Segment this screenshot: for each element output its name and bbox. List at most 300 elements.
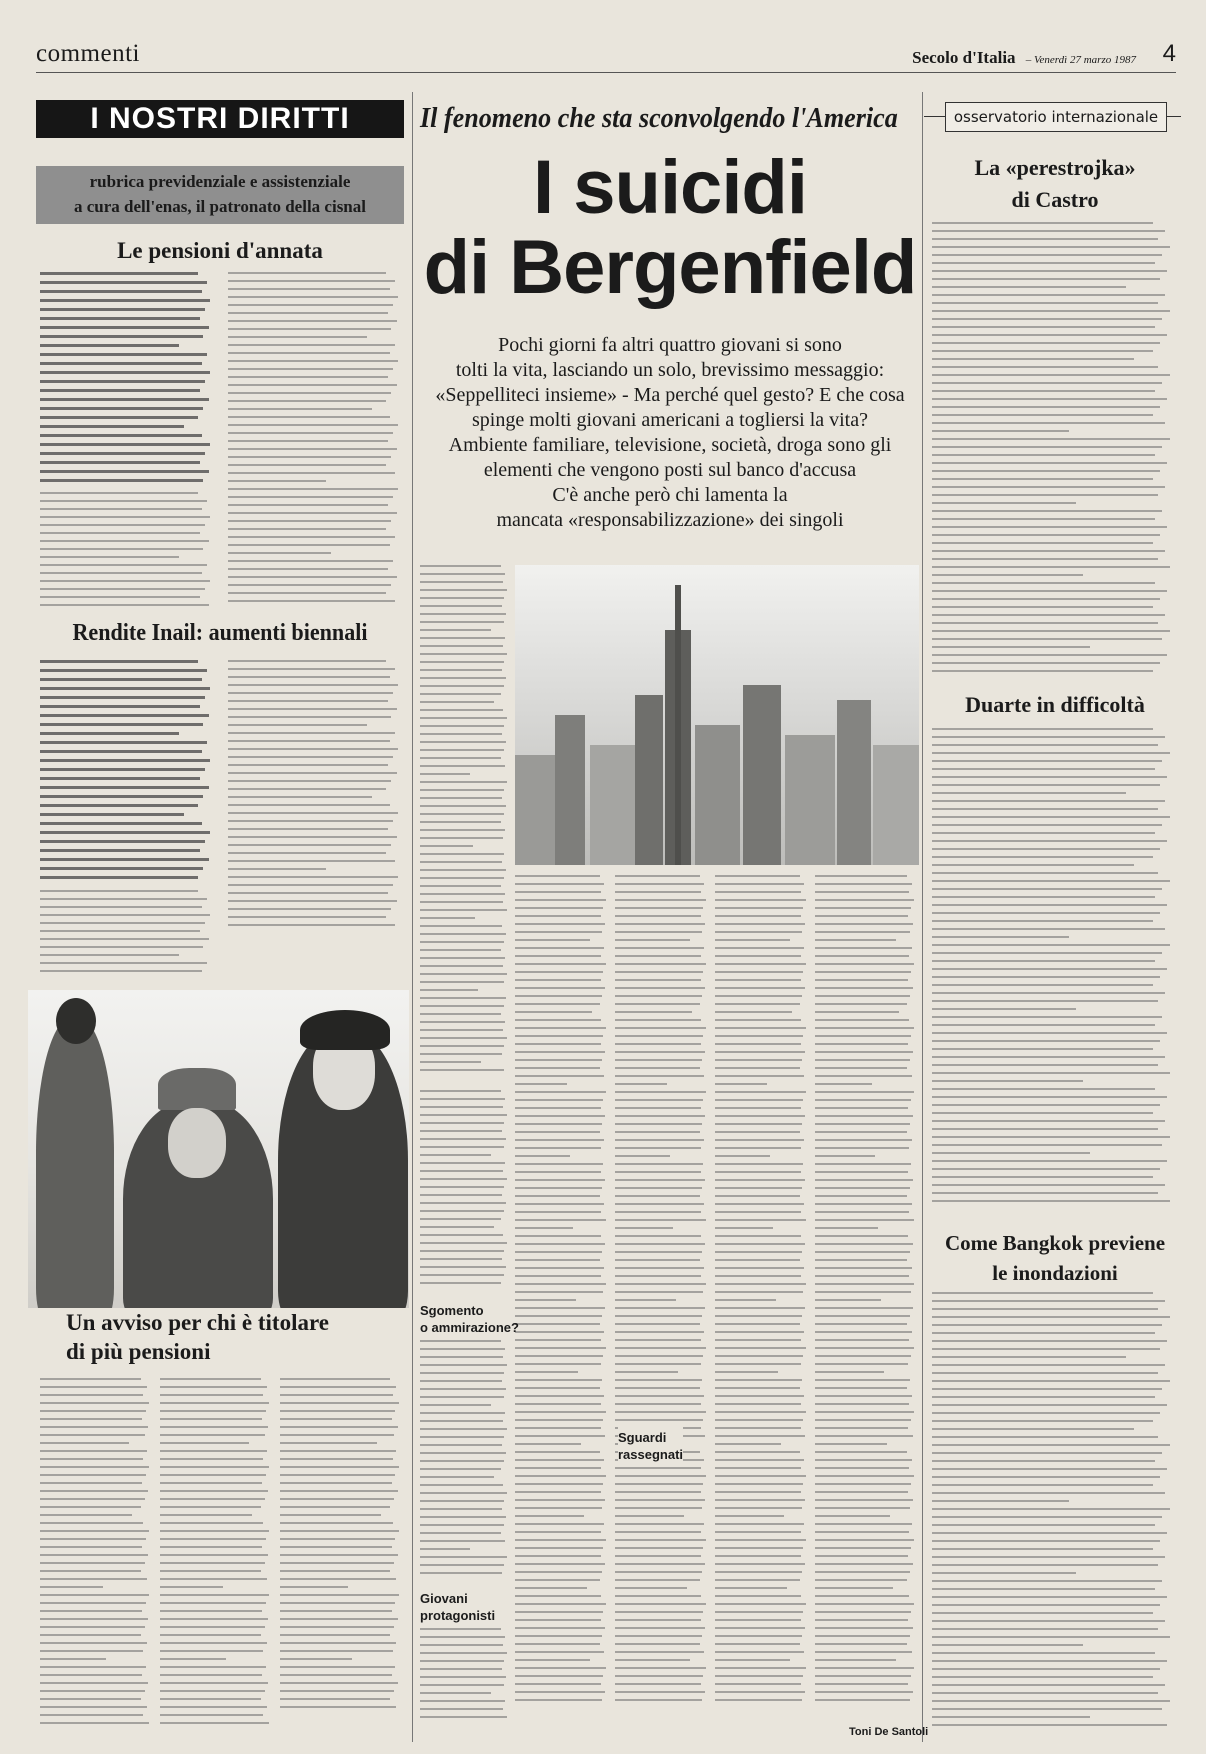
article-pensioni-reply	[40, 492, 212, 612]
text-line	[932, 1724, 1167, 1726]
text-line	[515, 955, 601, 957]
text-line	[932, 374, 1170, 376]
text-line	[515, 1371, 578, 1373]
text-line	[40, 1442, 129, 1444]
text-line	[715, 923, 805, 925]
text-line	[715, 1171, 801, 1173]
text-line	[40, 1490, 148, 1492]
text-line	[515, 1051, 605, 1053]
text-line	[40, 890, 198, 892]
text-line	[932, 1716, 1090, 1718]
text-line	[615, 1051, 705, 1053]
text-line	[615, 883, 704, 885]
text-line	[932, 1412, 1160, 1414]
text-line	[815, 1683, 908, 1685]
text-line	[932, 904, 1167, 906]
text-line	[420, 749, 504, 751]
text-line	[715, 1067, 800, 1069]
text-line	[932, 1372, 1158, 1374]
text-line	[815, 971, 911, 973]
text-line	[160, 1538, 266, 1540]
text-line	[932, 1460, 1155, 1462]
text-line	[615, 1491, 701, 1493]
text-line	[228, 828, 388, 830]
text-line	[615, 1547, 703, 1549]
text-line	[420, 613, 506, 615]
text-line	[815, 1035, 911, 1037]
text-line	[932, 1388, 1162, 1390]
text-line	[715, 939, 790, 941]
text-line	[228, 860, 395, 862]
text-line	[715, 1019, 801, 1021]
text-line	[715, 1403, 801, 1405]
text-line	[932, 1596, 1167, 1598]
text-line	[228, 512, 397, 514]
text-line	[932, 1128, 1158, 1130]
text-line	[228, 796, 372, 798]
text-line	[932, 566, 1170, 568]
rubric-subtitle-line: rubrica previdenziale e assistenziale	[89, 172, 351, 191]
main-headline-line: di Bergenfield	[423, 225, 917, 310]
text-line	[715, 1107, 801, 1109]
text-line	[715, 1075, 804, 1077]
text-line	[40, 1706, 147, 1708]
text-line	[40, 1698, 141, 1700]
text-line	[420, 1564, 504, 1566]
text-line	[715, 891, 801, 893]
text-line	[40, 1394, 143, 1396]
text-line	[420, 1226, 494, 1228]
text-line	[160, 1634, 261, 1636]
article-suicidi-col1c	[420, 1340, 508, 1585]
subhead-line: rassegnati	[618, 1447, 684, 1462]
text-line	[515, 1315, 602, 1317]
text-line	[280, 1458, 393, 1460]
text-line	[615, 1531, 701, 1533]
text-line	[40, 867, 203, 870]
text-line	[715, 1227, 773, 1229]
text-line	[280, 1578, 396, 1580]
text-line	[40, 425, 184, 428]
text-line	[420, 661, 504, 663]
text-line	[228, 844, 391, 846]
text-line	[615, 1515, 684, 1517]
text-line	[932, 1024, 1155, 1026]
text-line	[228, 924, 395, 926]
text-line	[615, 1563, 705, 1565]
text-line	[932, 598, 1160, 600]
text-line	[420, 1692, 491, 1694]
text-line	[715, 1643, 800, 1645]
text-line	[160, 1378, 261, 1380]
text-line	[515, 1171, 601, 1173]
text-line	[715, 1243, 805, 1245]
text-line	[515, 947, 604, 949]
text-line	[420, 1484, 503, 1486]
text-line	[815, 1147, 909, 1149]
text-line	[932, 510, 1162, 512]
text-line	[932, 1532, 1167, 1534]
text-line	[815, 1027, 914, 1029]
text-line	[615, 1499, 705, 1501]
text-line	[280, 1602, 395, 1604]
text-line	[228, 272, 386, 274]
text-line	[420, 1460, 504, 1462]
text-line	[420, 637, 505, 639]
text-line	[932, 1348, 1160, 1350]
text-line	[420, 837, 503, 839]
text-line	[932, 880, 1170, 882]
text-line	[815, 947, 912, 949]
text-line	[515, 915, 601, 917]
text-line	[932, 848, 1160, 850]
text-line	[40, 732, 179, 735]
text-line	[160, 1466, 269, 1468]
text-line	[420, 781, 507, 783]
text-line	[615, 1011, 692, 1013]
standfirst-line: elementi che vengono posti sul banco d'accusa	[483, 459, 857, 481]
text-line	[932, 1652, 1155, 1654]
text-line	[228, 592, 386, 594]
text-line	[932, 792, 1126, 794]
text-line	[715, 1011, 792, 1013]
text-line	[40, 1666, 146, 1668]
text-line	[932, 478, 1153, 480]
text-line	[932, 326, 1155, 328]
text-line	[515, 1467, 601, 1469]
text-line	[932, 614, 1165, 616]
text-line	[228, 724, 367, 726]
text-line	[815, 1211, 909, 1213]
text-line	[815, 1235, 908, 1237]
text-line	[40, 954, 179, 956]
text-line	[932, 342, 1160, 344]
text-line	[420, 1644, 503, 1646]
text-line	[932, 286, 1126, 288]
text-line	[932, 422, 1165, 424]
text-line	[228, 788, 386, 790]
text-line	[420, 1708, 503, 1710]
text-line	[420, 1628, 501, 1630]
text-line	[515, 1571, 602, 1573]
text-line	[160, 1458, 263, 1460]
text-line	[932, 1508, 1170, 1510]
text-line	[228, 536, 395, 538]
standfirst-line: Pochi giorni fa altri quattro giovani si sono	[498, 334, 842, 356]
text-line	[420, 1053, 502, 1055]
article-pensioni-col2	[228, 272, 400, 612]
text-line	[228, 336, 367, 338]
text-line	[228, 820, 393, 822]
text-line	[932, 318, 1162, 320]
text-line	[615, 931, 702, 933]
headline-pensioni: Le pensioni d'annata	[117, 238, 323, 263]
text-line	[932, 1048, 1153, 1050]
text-line	[932, 1484, 1153, 1486]
text-line	[815, 1267, 912, 1269]
text-line	[228, 304, 393, 306]
text-line	[515, 1307, 605, 1309]
text-line	[515, 1219, 606, 1221]
article-avviso-col3	[280, 1378, 400, 1718]
text-line	[932, 310, 1170, 312]
text-line	[715, 1491, 801, 1493]
text-line	[515, 939, 590, 941]
text-line	[932, 1332, 1155, 1334]
text-line	[280, 1378, 390, 1380]
article-pensioni-intro	[40, 272, 212, 487]
text-line	[815, 883, 912, 885]
text-line	[615, 915, 701, 917]
text-line	[420, 845, 473, 847]
column-rule	[922, 92, 923, 1742]
text-line	[40, 1458, 143, 1460]
text-line	[815, 1515, 890, 1517]
text-line	[515, 1331, 604, 1333]
text-line	[932, 1152, 1090, 1154]
text-line	[515, 1003, 600, 1005]
text-line	[615, 995, 702, 997]
text-line	[228, 280, 395, 282]
text-line	[420, 805, 506, 807]
text-line	[160, 1658, 226, 1660]
text-line	[515, 1531, 601, 1533]
text-line	[515, 1587, 587, 1589]
text-line	[932, 992, 1165, 994]
text-line	[280, 1402, 399, 1404]
text-line	[515, 1235, 601, 1237]
text-line	[160, 1530, 269, 1532]
text-line	[40, 1602, 146, 1604]
text-line	[515, 1107, 601, 1109]
text-line	[515, 1643, 600, 1645]
text-line	[932, 558, 1158, 560]
text-line	[815, 1083, 872, 1085]
text-line	[420, 1452, 506, 1454]
text-line	[420, 893, 505, 895]
text-line	[615, 1627, 705, 1629]
text-line	[715, 1115, 805, 1117]
text-line	[515, 1699, 602, 1701]
text-line	[615, 1083, 667, 1085]
text-line	[715, 1323, 800, 1325]
text-line	[815, 1555, 908, 1557]
text-line	[515, 1403, 601, 1405]
text-line	[932, 776, 1167, 778]
text-line	[40, 930, 200, 932]
text-line	[420, 725, 504, 727]
text-line	[715, 1531, 801, 1533]
text-line	[40, 1466, 149, 1468]
byline: Toni De Santoli	[849, 1726, 929, 1738]
text-line	[40, 1434, 145, 1436]
text-line	[280, 1386, 396, 1388]
text-line	[715, 1579, 800, 1581]
text-line	[715, 1315, 802, 1317]
text-line	[420, 733, 502, 735]
text-line	[420, 1170, 503, 1172]
text-line	[715, 1467, 801, 1469]
text-line	[40, 914, 210, 916]
text-line	[932, 1000, 1158, 1002]
text-line	[615, 1235, 701, 1237]
text-line	[280, 1426, 398, 1428]
text-line	[815, 963, 914, 965]
text-line	[715, 1027, 806, 1029]
text-line	[40, 795, 203, 798]
text-line	[815, 1603, 914, 1605]
text-line	[932, 864, 1134, 866]
text-line	[615, 947, 704, 949]
text-line	[228, 416, 390, 418]
text-line	[815, 1331, 912, 1333]
text-line	[40, 1562, 145, 1564]
text-line	[420, 925, 502, 927]
text-line	[932, 1308, 1158, 1310]
text-line	[420, 885, 501, 887]
text-line	[515, 1299, 576, 1301]
text-line	[815, 1563, 913, 1565]
text-line	[40, 1690, 145, 1692]
text-line	[932, 1612, 1153, 1614]
text-line	[40, 822, 202, 825]
text-line	[420, 1660, 504, 1662]
text-line	[715, 915, 801, 917]
text-line	[40, 516, 210, 518]
text-line	[932, 550, 1165, 552]
text-line	[815, 1299, 881, 1301]
text-line	[615, 1587, 687, 1589]
text-line	[160, 1666, 266, 1668]
text-line	[40, 1682, 148, 1684]
text-line	[40, 1554, 148, 1556]
text-line	[815, 1155, 875, 1157]
text-line	[815, 1219, 914, 1221]
text-line	[515, 1019, 601, 1021]
text-line	[280, 1698, 390, 1700]
text-line	[932, 1580, 1162, 1582]
text-line	[420, 621, 504, 623]
text-line	[228, 852, 386, 854]
text-line	[815, 1483, 911, 1485]
text-line	[815, 1275, 909, 1277]
text-line	[420, 1540, 505, 1542]
text-line	[815, 1531, 909, 1533]
text-line	[160, 1490, 268, 1492]
text-line	[420, 629, 491, 631]
text-line	[932, 1692, 1158, 1694]
text-line	[932, 888, 1162, 890]
text-line	[160, 1426, 268, 1428]
text-line	[815, 1699, 910, 1701]
text-line	[715, 1339, 801, 1341]
text-line	[932, 1404, 1167, 1406]
text-line	[228, 520, 391, 522]
text-line	[40, 1570, 141, 1572]
text-line	[715, 1683, 801, 1685]
subhead-sguardi	[618, 1427, 683, 1465]
text-line	[932, 1184, 1165, 1186]
text-line	[420, 1005, 504, 1007]
subhead-line: Sguardi	[618, 1430, 667, 1445]
text-line	[615, 1571, 702, 1573]
text-line	[932, 808, 1158, 810]
text-line	[228, 312, 388, 314]
text-line	[615, 1299, 676, 1301]
text-line	[40, 548, 203, 550]
text-line	[715, 1307, 805, 1309]
text-line	[420, 1476, 494, 1478]
text-line	[280, 1434, 394, 1436]
text-line	[40, 344, 179, 347]
text-line	[932, 462, 1167, 464]
text-line	[932, 936, 1069, 938]
text-line	[615, 1259, 700, 1261]
text-line	[715, 1411, 806, 1413]
text-line	[40, 1594, 149, 1596]
text-line	[932, 1080, 1083, 1082]
headline-avviso-line: di più pensioni	[66, 1339, 211, 1364]
text-line	[932, 1516, 1162, 1518]
text-line	[932, 944, 1170, 946]
text-line	[932, 1436, 1158, 1438]
text-line	[420, 1444, 502, 1446]
text-line	[815, 1427, 908, 1429]
text-line	[815, 1259, 907, 1261]
text-line	[615, 1675, 703, 1677]
text-line	[515, 1275, 601, 1277]
text-line	[280, 1490, 398, 1492]
text-line	[160, 1394, 263, 1396]
text-line	[815, 1395, 912, 1397]
text-line	[420, 717, 507, 719]
text-line	[420, 685, 504, 687]
text-line	[40, 362, 202, 365]
text-line	[40, 580, 210, 582]
text-line	[280, 1530, 399, 1532]
text-line	[420, 1194, 502, 1196]
text-line	[715, 1059, 802, 1061]
text-line	[420, 1162, 505, 1164]
text-line	[420, 1037, 507, 1039]
text-line	[815, 923, 913, 925]
text-line	[515, 1595, 601, 1597]
text-line	[515, 1083, 567, 1085]
text-line	[515, 883, 604, 885]
text-line	[715, 963, 806, 965]
text-line	[815, 1667, 914, 1669]
text-line	[228, 684, 398, 686]
subhead-line: protagonisti	[420, 1608, 496, 1623]
text-line	[515, 1627, 605, 1629]
text-line	[932, 960, 1155, 962]
text-line	[715, 1251, 802, 1253]
text-line	[932, 1356, 1126, 1358]
text-line	[228, 676, 390, 678]
text-line	[40, 938, 209, 940]
article-suicidi-col1	[420, 565, 508, 1080]
text-line	[932, 1708, 1162, 1710]
text-line	[815, 1067, 907, 1069]
text-line	[615, 891, 701, 893]
text-line	[420, 1572, 502, 1574]
text-line	[420, 1282, 501, 1284]
text-line	[515, 1419, 603, 1421]
text-line	[420, 1652, 507, 1654]
text-line	[160, 1690, 265, 1692]
text-line	[420, 1716, 507, 1718]
text-line	[40, 1578, 147, 1580]
